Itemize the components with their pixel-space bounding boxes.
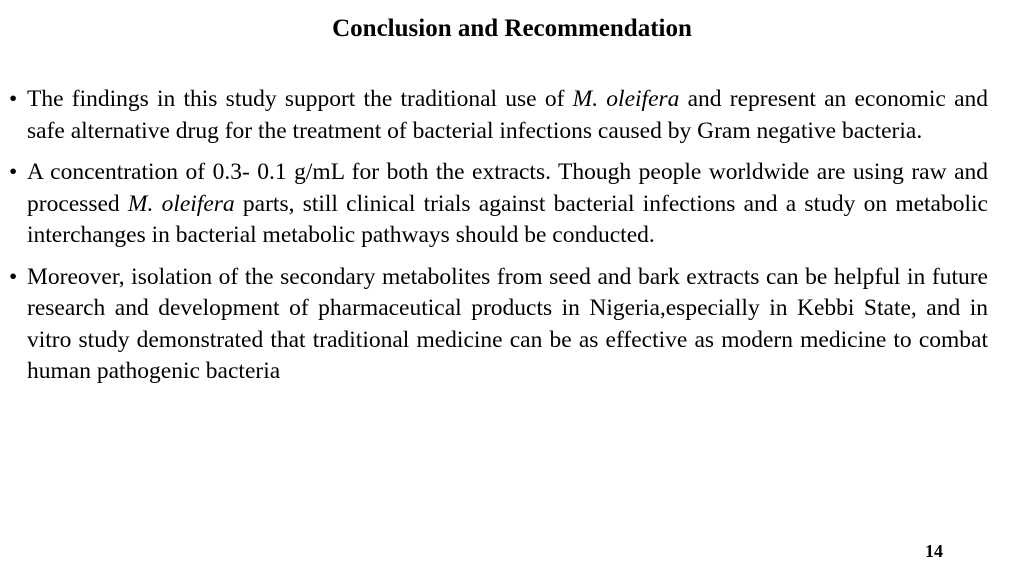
page-number: 14 (925, 541, 943, 561)
species-name: M. oleifera (572, 86, 680, 112)
bullet-text-after: and represent an economic and safe alternative drug for the treatment of bacterial infections caused by Gram negative bacteria. (27, 86, 988, 144)
slide-title: Conclusion and Recommendation (332, 15, 692, 42)
bullet-item (0, 262, 988, 388)
bullet-marker: • (9, 86, 18, 112)
bullet-text (27, 159, 988, 248)
bullet-text (27, 86, 988, 144)
bullet-marker: • (9, 159, 18, 185)
bullet-list (0, 84, 1024, 398)
bullet-text-before: A concentration of 0.3- 0.1 g/mL for both the extracts. Though people worldwide are using raw and processed (27, 159, 988, 217)
bullet-text-before: The findings in this study support the traditional use of (27, 86, 573, 112)
bullet-item (0, 84, 988, 147)
species-name: M. oleifera (127, 190, 235, 217)
bullet-marker: • (9, 263, 18, 290)
bullet-text: Moreover, isolation of the secondary metabolites from seed and bark extracts can be helpful in future research and development of pharmaceutical products in Nigeria,especially in Kebbi State, and in vitro study demonstrated that traditional medicine can be as effective as modern medicine to combat human pathogenic bacteria (27, 263, 988, 384)
bullet-item (0, 157, 988, 252)
bullet-text-after: parts, still clinical trials against bacterial infections and a study on metabolic interchanges in bacterial metabolic pathways should be conducted. (27, 190, 988, 248)
